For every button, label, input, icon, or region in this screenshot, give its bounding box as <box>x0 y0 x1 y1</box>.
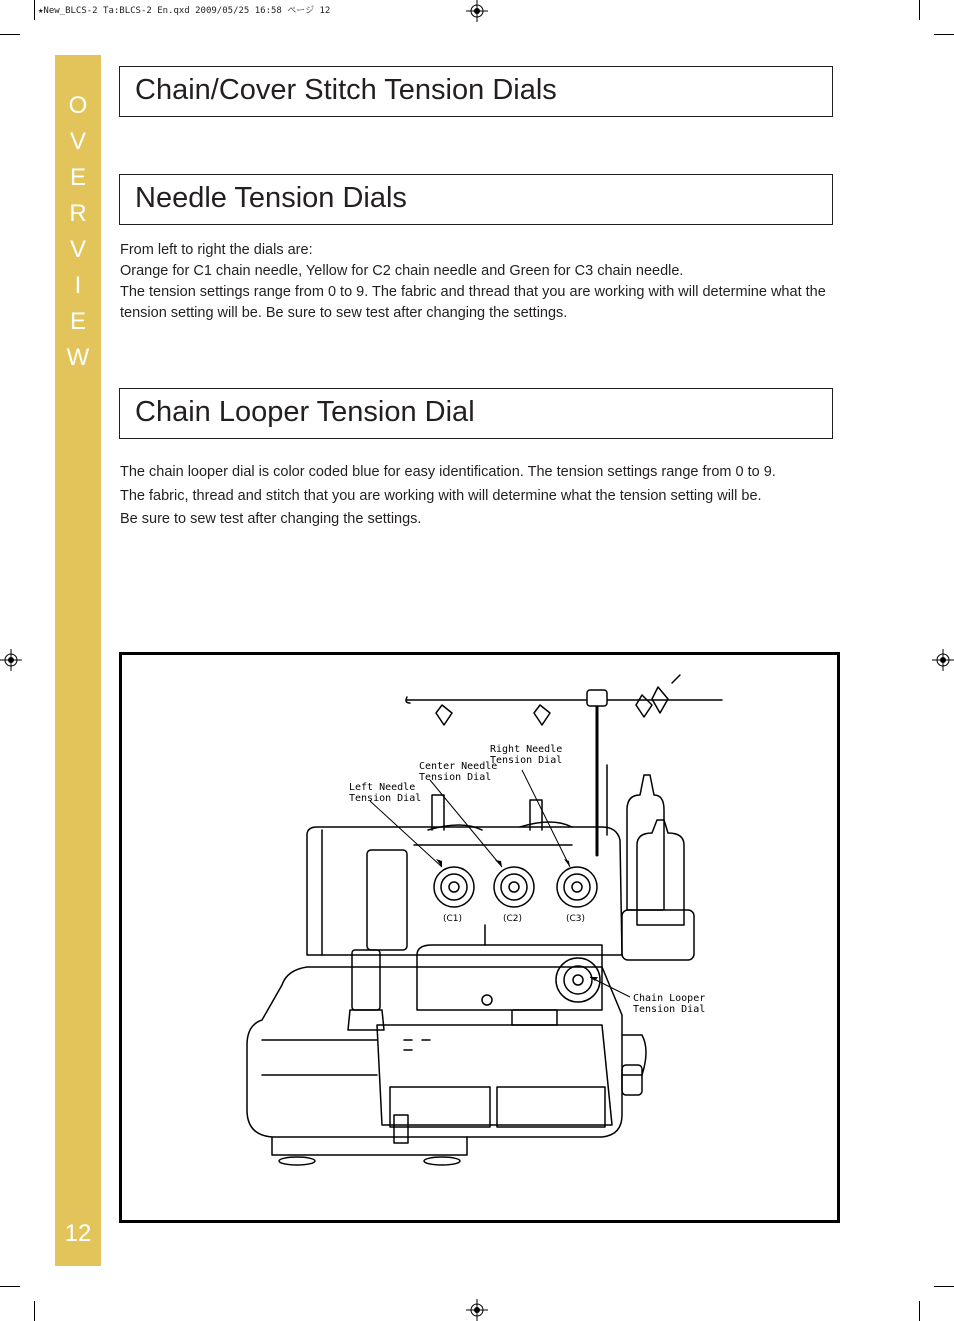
registration-mark-left-icon <box>0 649 22 671</box>
dial-label-c3: (C3) <box>566 914 586 924</box>
paragraph-line: The tension settings range from 0 to 9. The fabric and thread that you are working with will determine what the tension setting will be. Be sure to sew test after changing the settings. <box>120 284 826 321</box>
crop-mark-bottom-right-v <box>919 1301 920 1321</box>
crop-mark-bottom-left-v <box>34 1301 35 1321</box>
paragraph-line: Be sure to sew test after changing the settings. <box>120 511 422 527</box>
callout-chain-looper-line2: Tension Dial <box>633 1004 706 1015</box>
registration-mark-bottom-icon <box>466 1299 488 1321</box>
callout-chain-looper-line1: Chain Looper <box>633 993 706 1004</box>
dial-label-c2: (C2) <box>503 914 523 924</box>
side-letter: E <box>69 164 86 191</box>
overview-side-tab <box>55 55 101 1266</box>
crop-mark-bottom-right-h <box>934 1286 954 1287</box>
callout-left-needle-line2: Tension Dial <box>349 793 422 804</box>
section-chain-cover <box>119 66 833 117</box>
section-title-chain-looper: Chain Looper Tension Dial <box>135 396 475 428</box>
needle-tension-text <box>120 240 836 324</box>
section-needle-tension <box>119 174 833 225</box>
crop-mark-top-left-h <box>0 34 20 35</box>
section-chain-looper <box>119 388 833 439</box>
side-letter: V <box>69 128 86 155</box>
callout-right-needle-line1: Right Needle <box>490 744 563 755</box>
paragraph-line: The fabric, thread and stitch that you are working with will determine what the tension setting will be. <box>120 487 762 504</box>
crop-mark-top-right-h <box>934 34 954 35</box>
side-letter: I <box>74 272 82 299</box>
crop-mark-top-right-v <box>919 0 920 20</box>
machine-illustration-frame <box>119 652 840 1223</box>
callout-center-needle-line1: Center Needle <box>419 761 498 772</box>
side-tab-letters <box>55 88 101 376</box>
callout-right-needle-line2: Tension Dial <box>490 755 563 766</box>
serger-machine-illustration <box>122 655 837 1220</box>
section-title-needle-tension: Needle Tension Dials <box>135 182 407 214</box>
callout-left-needle-line1: Left Needle <box>349 782 416 793</box>
print-slug: ★New_BLCS-2 Ta:BLCS-2 En.qxd 2009/05/25 16:58 ページ 12 <box>38 6 331 16</box>
paragraph-line: Orange for C1 chain needle, Yellow for C2 chain needle and Green for C3 chain needle. <box>120 263 684 279</box>
side-letter: V <box>69 236 86 263</box>
side-letter: W <box>66 344 90 371</box>
registration-mark-top-icon <box>466 0 488 22</box>
side-letter: O <box>68 92 88 119</box>
crop-mark-bottom-left-h <box>0 1286 20 1287</box>
paragraph-line: From left to right the dials are: <box>120 242 313 258</box>
chain-looper-text <box>120 461 836 532</box>
page-number: 12 <box>64 1220 92 1247</box>
crop-mark-top-left-v <box>34 0 35 20</box>
paragraph-line: The chain looper dial is color coded blue for easy identification. The tension settings range from 0 to 9. <box>120 464 776 480</box>
side-letter: E <box>69 308 86 335</box>
dial-label-c1: (C1) <box>443 914 463 924</box>
registration-mark-right-icon <box>932 649 954 671</box>
section-title-chain-cover: Chain/Cover Stitch Tension Dials <box>135 74 557 106</box>
callout-center-needle-line2: Tension Dial <box>419 772 492 783</box>
side-letter: R <box>69 200 87 227</box>
